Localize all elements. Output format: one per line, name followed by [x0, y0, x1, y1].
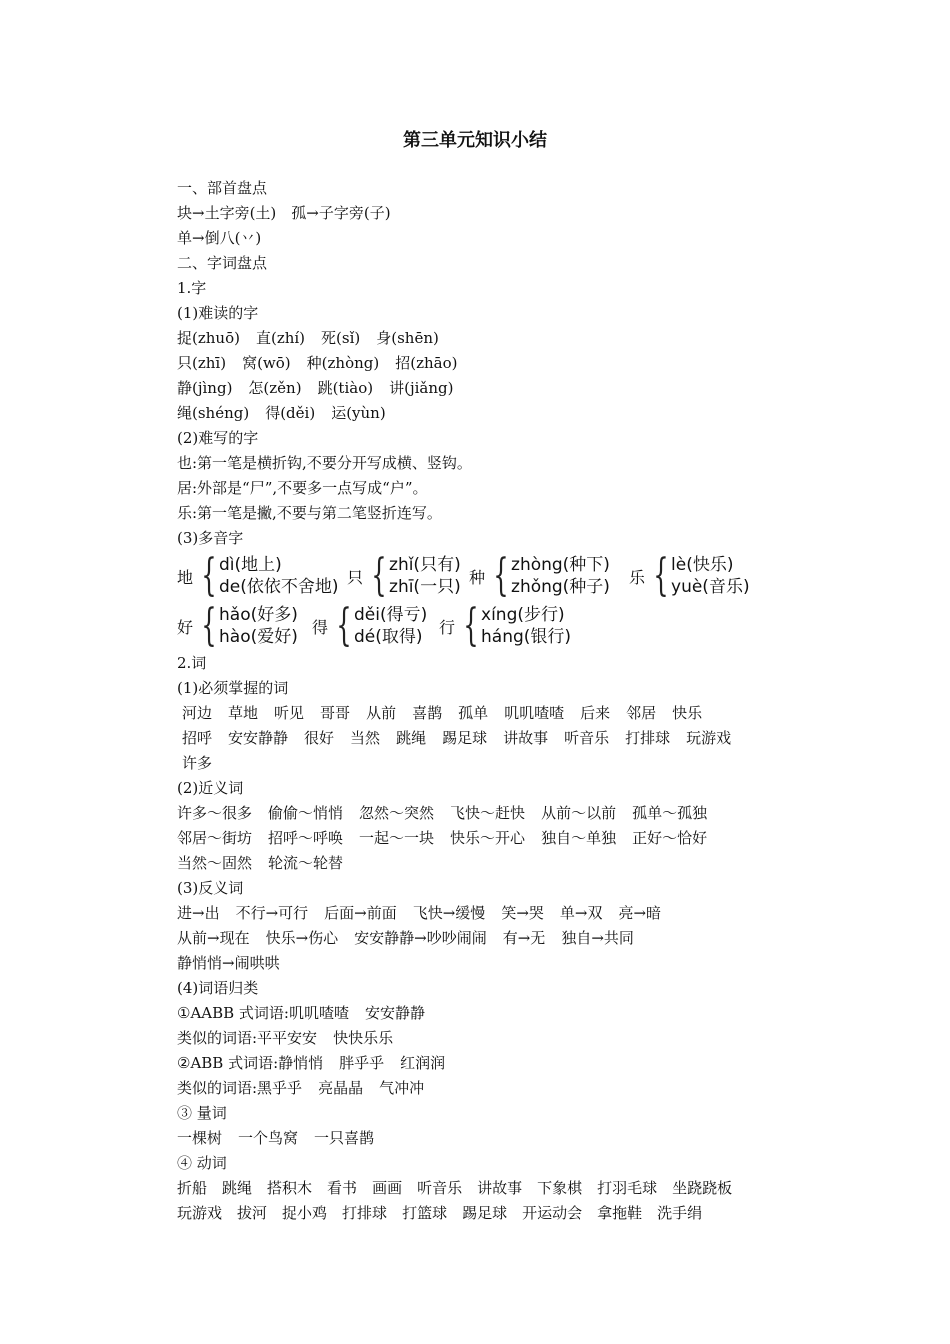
list-item: 运(yùn) [331, 404, 386, 422]
list-line [177, 326, 837, 351]
heading-word-categories: (4)词语归类 [177, 979, 259, 997]
list-line [177, 1026, 837, 1051]
list-item: 单→双 [559, 904, 603, 922]
heading-measure-words: ③ 量词 [177, 1104, 227, 1122]
list-item: 只(zhī) [177, 354, 227, 372]
list-item: 招呼～呼唤 [268, 829, 344, 847]
list-item: 轮流～轮替 [268, 854, 344, 872]
list-item: 绳(shéng) [177, 404, 250, 422]
list-item: 孤单 [458, 704, 489, 722]
polyphone-entry [312, 601, 427, 651]
polyphone-entry [439, 601, 571, 651]
brace-icon: { [201, 550, 217, 601]
list-item: 跳绳 [396, 729, 427, 747]
polyphone-entry [347, 551, 461, 601]
list-item: 从前→现在 [177, 929, 250, 947]
list-item: 邻居～街坊 [177, 829, 253, 847]
list-item: 招呼 [182, 729, 213, 747]
writing-note: 居:外部是“尸”,不要多一点写成“户”。 [177, 479, 428, 497]
list-item: 窝(wō) [242, 354, 291, 372]
polyphone-reading: zhǐ(只有) [389, 555, 461, 575]
polyphone-char: 行 [439, 617, 456, 637]
radical-line: 单→倒八(丷) [177, 229, 262, 247]
section-heading-radicals: 一、部首盘点 [177, 179, 268, 197]
list-item: 草地 [228, 704, 259, 722]
list-item: 一起～一块 [359, 829, 435, 847]
heading-synonyms: (2)近义词 [177, 779, 244, 797]
list-item: 画画 [372, 1179, 403, 1197]
polyphone-char: 只 [347, 567, 364, 587]
list-item: 一个鸟窝 [238, 1129, 299, 1147]
list-item: 亮晶晶 [318, 1079, 364, 1097]
list-item: 快快乐乐 [333, 1029, 394, 1047]
list-item: ②ABB 式词语:静悄悄 [177, 1054, 324, 1072]
list-item: 怎(zěn) [248, 379, 302, 397]
polyphone-reading: xíng(步行) [481, 605, 565, 625]
list-line [177, 1051, 837, 1076]
list-line [177, 851, 837, 876]
list-item: 讲(jiǎng) [389, 379, 454, 397]
heading-verbs: ④ 动词 [177, 1154, 227, 1172]
list-line [177, 401, 837, 426]
list-item: 安安静静→吵吵闹闹 [354, 929, 487, 947]
page-title: 第三单元知识小结 [403, 130, 547, 151]
brace-icon: { [463, 600, 479, 651]
heading-antonyms: (3)反义词 [177, 879, 244, 897]
polyphone-char: 好 [177, 617, 194, 637]
list-item: 洗手绢 [657, 1204, 703, 1222]
list-item: 打篮球 [402, 1204, 448, 1222]
list-line [177, 1076, 837, 1101]
list-item: 打排球 [625, 729, 671, 747]
polyphone-reading: lè(快乐) [671, 555, 734, 575]
list-line [177, 376, 837, 401]
polyphone-row [177, 551, 837, 601]
list-line [177, 1001, 837, 1026]
polyphone-row [177, 601, 837, 651]
list-item: 从前 [366, 704, 397, 722]
list-item: 喜鹊 [412, 704, 443, 722]
polyphone-reading: hào(爱好) [219, 627, 298, 647]
list-item: 快乐～开心 [450, 829, 526, 847]
list-line [177, 351, 837, 376]
list-item: 后面→前面 [324, 904, 397, 922]
list-item: 下象棋 [537, 1179, 583, 1197]
brace-icon: { [371, 550, 387, 601]
list-line [177, 1201, 837, 1226]
polyphone-reading: hǎo(好多) [219, 605, 298, 625]
polyphone-readings [219, 554, 339, 598]
polyphone-readings [219, 604, 298, 648]
list-item: 拿拖鞋 [597, 1204, 643, 1222]
list-item: 看书 [327, 1179, 358, 1197]
list-item: 快乐 [672, 704, 703, 722]
brace-icon: { [493, 550, 509, 601]
list-item: 进→出 [177, 904, 220, 922]
list-item: 有→无 [502, 929, 546, 947]
list-item: 偷偷～悄悄 [268, 804, 344, 822]
list-line [177, 701, 837, 726]
polyphone-char: 种 [469, 567, 486, 587]
list-item: 很好 [304, 729, 335, 747]
list-item: 安安静静 [364, 1004, 425, 1022]
list-item: 玩游戏 [686, 729, 732, 747]
polyphone-reading: zhòng(种下) [511, 555, 610, 575]
list-item: 从前～以前 [541, 804, 617, 822]
list-item: 胖乎乎 [339, 1054, 385, 1072]
list-item: 叽叽喳喳 [504, 704, 565, 722]
writing-note: 乐:第一笔是撇,不要与第二笔竖折连写。 [177, 504, 442, 522]
list-item: 安安静静 [228, 729, 289, 747]
list-item: 一只喜鹊 [314, 1129, 375, 1147]
list-item: 亮→暗 [618, 904, 662, 922]
list-item: 招(zhāo) [395, 354, 458, 372]
polyphone-reading: yuè(音乐) [671, 577, 750, 597]
list-line [177, 951, 837, 976]
list-item: 死(sǐ) [321, 329, 361, 347]
list-item: 捉(zhuō) [177, 329, 240, 347]
heading-hard-to-read: (1)难读的字 [177, 304, 259, 322]
list-item: 独自→共同 [561, 929, 634, 947]
polyphone-char: 得 [312, 617, 329, 637]
polyphone-entry [629, 551, 750, 601]
polyphone-entry [177, 551, 339, 601]
subsection-words: 2.词 [177, 654, 207, 672]
list-item: 坐跷跷板 [672, 1179, 733, 1197]
brace-icon: { [336, 600, 352, 651]
list-item: 笑→哭 [501, 904, 544, 922]
list-item: 邻居 [626, 704, 657, 722]
list-item: 身(shēn) [376, 329, 439, 347]
list-item: 气冲冲 [379, 1079, 425, 1097]
writing-note: 也:第一笔是横折钩,不要分开写成横、竖钩。 [177, 454, 472, 472]
list-item: 得(děi) [265, 404, 316, 422]
list-item: 拔河 [237, 1204, 268, 1222]
polyphone-readings [354, 604, 427, 648]
list-item: 不行→可行 [235, 904, 309, 922]
list-item: 当然 [350, 729, 381, 747]
heading-hard-to-write: (2)难写的字 [177, 429, 259, 447]
list-item: 踢足球 [462, 1204, 508, 1222]
brace-icon: { [653, 550, 669, 601]
polyphone-readings [481, 604, 571, 648]
list-item: 红润润 [400, 1054, 446, 1072]
list-item: 许多 [182, 754, 213, 772]
list-item: 一棵树 [177, 1129, 223, 1147]
list-item: 听见 [274, 704, 305, 722]
polyphone-reading: dé(取得) [354, 627, 423, 647]
list-item: 飞快→缓慢 [412, 904, 486, 922]
subsection-characters: 1.字 [177, 279, 207, 297]
polyphone-readings [511, 554, 610, 598]
list-line [177, 826, 837, 851]
list-item: 讲故事 [503, 729, 549, 747]
list-line [177, 726, 837, 751]
list-item: 快乐→伤心 [265, 929, 339, 947]
list-line [177, 1176, 837, 1201]
polyphone-char: 乐 [629, 567, 646, 587]
list-item: 哥哥 [320, 704, 351, 722]
list-item: 听音乐 [417, 1179, 463, 1197]
list-item: 打排球 [342, 1204, 388, 1222]
document-body [177, 176, 837, 1226]
radical-line: 块→土字旁(土) 孤→子字旁(子) [177, 204, 391, 222]
list-item: 捉小鸡 [282, 1204, 328, 1222]
polyphone-readings [389, 554, 461, 598]
section-heading-words: 二、字词盘点 [177, 254, 268, 272]
list-item: 直(zhí) [255, 329, 306, 347]
list-item: 飞快～赶快 [450, 804, 526, 822]
list-item: 讲故事 [477, 1179, 523, 1197]
list-line [177, 1126, 837, 1151]
heading-polyphones: (3)多音字 [177, 529, 244, 547]
list-line [177, 901, 837, 926]
list-item: 静悄悄→闹哄哄 [177, 954, 280, 972]
list-item: 当然～固然 [177, 854, 253, 872]
list-item: 静(jìng) [177, 379, 233, 397]
list-item: 打羽毛球 [597, 1179, 658, 1197]
list-line [177, 751, 837, 776]
list-item: 类似的词语:黑乎乎 [177, 1079, 303, 1097]
list-item: 类似的词语:平平安安 [177, 1029, 318, 1047]
list-item: 河边 [182, 704, 213, 722]
list-item: 独自～单独 [541, 829, 617, 847]
list-item: 踢足球 [442, 729, 488, 747]
list-item: 听音乐 [564, 729, 610, 747]
list-item: 跳(tiào) [317, 379, 374, 397]
list-item: 开运动会 [522, 1204, 583, 1222]
list-item: 正好～恰好 [632, 829, 708, 847]
polyphone-entry [177, 601, 298, 651]
list-item: 玩游戏 [177, 1204, 223, 1222]
list-item: 孤单～孤独 [632, 804, 708, 822]
list-item: 许多～很多 [177, 804, 253, 822]
polyphone-char: 地 [177, 567, 194, 587]
list-item: 折船 [177, 1179, 208, 1197]
polyphone-readings [671, 554, 750, 598]
list-line [177, 926, 837, 951]
list-item: 搭积木 [267, 1179, 313, 1197]
polyphone-reading: zhǒng(种子) [511, 577, 610, 597]
polyphone-reading: háng(银行) [481, 627, 572, 647]
list-item: 跳绳 [222, 1179, 253, 1197]
polyphone-reading: dì(地上) [219, 555, 282, 575]
polyphone-reading: zhī(一只) [389, 577, 461, 597]
brace-icon: { [201, 600, 217, 651]
polyphone-entry [469, 551, 610, 601]
list-item: 忽然～突然 [359, 804, 435, 822]
list-item: 种(zhòng) [306, 354, 380, 372]
polyphone-reading: děi(得亏) [354, 605, 428, 625]
heading-required-words: (1)必须掌握的词 [177, 679, 289, 697]
polyphone-reading: de(依依不舍地) [219, 577, 339, 597]
list-item: ①AABB 式词语:叽叽喳喳 [177, 1004, 349, 1022]
list-line [177, 801, 837, 826]
list-item: 后来 [580, 704, 611, 722]
